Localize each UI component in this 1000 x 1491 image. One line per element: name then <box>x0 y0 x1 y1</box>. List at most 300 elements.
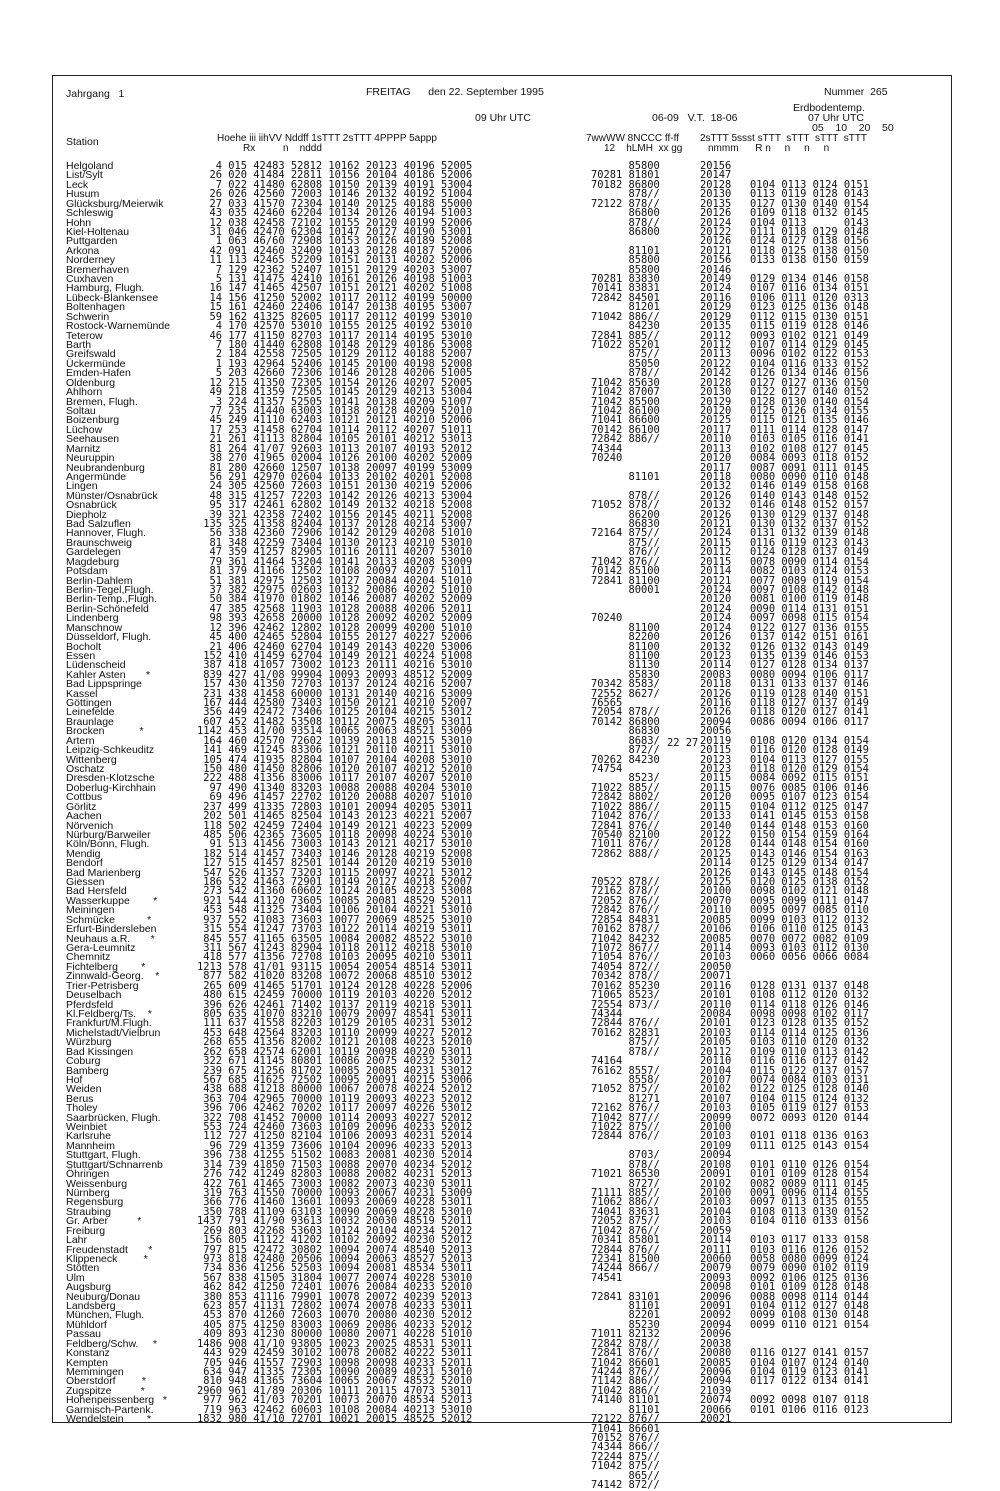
soil-temp-row: 20126 0109 0118 0132 0145 <box>700 207 869 220</box>
station-name: Berlin-Temp.,Flugh. <box>66 593 158 606</box>
soil-temp-row: 20092 0099 0108 0130 0148 <box>700 1309 869 1322</box>
soil-temp-row: 20114 0082 0103 0124 0153 <box>700 565 869 578</box>
soil-temp-row: 20114 0125 0129 0134 0147 <box>700 857 869 870</box>
soil-temp-row: 20094 0086 0094 0106 0117 <box>700 715 869 728</box>
soil-temp-row: 20085 0099 0103 0112 0132 <box>700 913 869 926</box>
synop-row: 265 609 41465 51701 10124 20128 40228 52006 <box>197 979 473 992</box>
soil-temp-row: 20125 0143 0146 0154 0163 <box>700 847 869 860</box>
station-name: Bocholt <box>66 640 102 653</box>
weather-row: 70182 86800 <box>591 178 660 191</box>
weather-row: 70281 81801 <box>591 169 660 182</box>
synop-row: 239 675 41256 81702 10085 20085 40231 53012 <box>197 1064 473 1077</box>
time-07-label: 07 Uhr UTC <box>808 112 865 124</box>
soil-temp-row: 20060 0058 0080 0099 0124 <box>700 1252 869 1265</box>
synop-row: 705 946 41557 72903 10098 20098 40233 52011 <box>197 1356 473 1369</box>
station-name: Göttingen <box>66 697 112 710</box>
soil-temp-row: 20070 0095 0099 0111 0147 <box>700 894 869 907</box>
soil-temp-row: 20123 0104 0113 0127 0155 <box>700 753 869 766</box>
soil-temp-row: 20110 0116 0116 0127 0142 <box>700 1055 869 1068</box>
synop-row: 977 962 41/03 70201 10073 20070 48534 52013 <box>197 1394 473 1407</box>
column-codes-3b: nmmm R n n n n <box>708 143 830 154</box>
soil-temp-row: 20115 0076 0085 0106 0146 <box>700 781 869 794</box>
synop-row: 12 038 42458 72102 10155 20120 40199 52006 <box>197 216 473 229</box>
synop-row: 111 637 41558 82203 10129 20105 40231 53012 <box>197 1017 473 1030</box>
station-name: Hohenpeissenberg * <box>66 1394 167 1407</box>
station-name: Kiel-Holtenau <box>66 225 130 238</box>
soil-temp-row: 20126 0140 0143 0148 0152 <box>700 489 869 502</box>
synop-row: 135 325 41358 82404 10137 20128 40214 53007 <box>197 518 473 531</box>
soil-temp-row: 20114 0127 0128 0134 0137 <box>700 659 869 672</box>
soil-temp-row: 20126 0137 0142 0151 0161 <box>700 631 869 644</box>
station-name: Freiburg <box>66 1224 106 1237</box>
weather-row: 72054 878// <box>591 706 660 719</box>
soil-temp-row: 20118 0080 0090 0110 0148 <box>700 470 869 483</box>
soil-temp-row: 20114 0103 0117 0133 0158 <box>700 1234 869 1247</box>
weather-row: 76162 8557/ <box>591 1064 660 1077</box>
station-name: Karlsruhe <box>66 1130 111 1143</box>
station-name: Mühldorf <box>66 1318 107 1331</box>
weather-row: 74164 <box>591 1055 623 1068</box>
weather-row: 876// <box>591 546 660 559</box>
synop-row: 422 761 41465 73003 10082 20073 40230 53011 <box>197 1177 473 1190</box>
station-name: Feldberg/Schw. * <box>66 1337 158 1350</box>
weather-row: 70240 <box>591 612 623 625</box>
synop-row: 322 708 41452 70000 10114 20093 40227 52012 <box>197 1111 473 1124</box>
weather-row: 71022 885// <box>591 781 660 794</box>
weather-row: 70341 85801 <box>591 1234 660 1247</box>
column-codes-3: 2sTTT 5ssst sTTT sTTT sTTT sTTT <box>700 133 868 144</box>
station-name: Görlitz <box>66 800 97 813</box>
synop-row: 47 385 42568 11903 10128 20088 40206 52011 <box>197 602 473 615</box>
station-name: Potsdam <box>66 565 108 578</box>
weather-row: 72164 875// <box>591 527 660 540</box>
soil-temp-row: 20133 0141 0145 0153 0158 <box>700 810 869 823</box>
soil-temp-row: 20115 0084 0092 0115 0151 <box>700 772 869 785</box>
weather-row: 72122 878// <box>591 197 660 210</box>
weather-row: 81100 <box>591 640 660 653</box>
weather-row: 72162 878// <box>591 885 660 898</box>
synop-row: 45 400 42465 52804 10155 20127 40227 52006 <box>197 631 473 644</box>
temp-soil-column <box>700 162 869 1425</box>
synop-row: 182 514 41457 73403 10146 20128 40219 52008 <box>197 847 473 860</box>
station-name: Düsseldorf, Flugh. <box>66 631 152 644</box>
soil-temp-row: 20104 0108 0113 0130 0152 <box>700 1205 869 1218</box>
synop-row: 314 739 41850 71503 10088 20070 40234 52012 <box>197 1158 473 1171</box>
weather-row: 872// <box>591 744 660 757</box>
weather-row: 72842 84501 <box>591 291 660 304</box>
synop-row: 567 685 41625 72502 10095 20091 40215 53006 <box>197 1073 473 1086</box>
weather-row: 81101 <box>591 244 660 257</box>
weather-row: 86200 <box>591 508 660 521</box>
synop-row: 231 438 41458 60000 10131 20140 40216 53009 <box>197 687 473 700</box>
station-name: Neuhaus a.R. * <box>66 932 155 945</box>
station-name: Oberstdorf * <box>66 1375 146 1388</box>
weather-row: 74541 <box>591 1271 623 1284</box>
synop-row: 7 180 41440 62808 10148 20129 40186 53008 <box>197 339 473 352</box>
soil-temp-row: 20135 0115 0119 0128 0146 <box>700 320 869 333</box>
soil-temp-row: 20084 0098 0098 0102 0117 <box>700 1007 869 1020</box>
soil-temp-row: 21039 <box>700 1384 732 1397</box>
station-name: Lüdenscheid <box>66 659 126 672</box>
weather-row <box>591 859 660 868</box>
weather-row: 875// <box>591 1036 660 1049</box>
soil-temp-row: 20056 <box>700 725 732 738</box>
station-name: Lindenberg <box>66 612 119 625</box>
synop-row: 27 033 41570 72304 10140 20125 40188 55000 <box>197 197 473 210</box>
station-name: Husum <box>66 188 100 201</box>
station-name: Helgoland <box>66 160 114 172</box>
soil-temp-row: 20107 0104 0115 0124 0132 <box>700 1092 869 1105</box>
station-name: Berlin-Tegel,Flugh. <box>66 583 154 596</box>
station-name: Giessen <box>66 876 105 889</box>
station-name: Mannheim <box>66 1139 116 1152</box>
synop-row: 118 502 42459 72404 10149 20121 40223 52009 <box>197 819 473 832</box>
weather-row: 72244 875// <box>591 1450 660 1463</box>
synop-row: 37 382 42975 02603 10132 20086 40202 51010 <box>197 583 473 596</box>
synop-row: 39 321 42358 72402 10156 20145 40211 52008 <box>197 508 473 521</box>
weather-row: 74754 <box>591 763 623 775</box>
synop-row: 719 963 42462 60603 10108 20084 40213 53010 <box>197 1403 473 1416</box>
weather-row: 72842 886// <box>591 433 660 446</box>
synop-row: 623 857 41131 72802 10074 20078 40233 53011 <box>197 1300 473 1313</box>
synop-row: 363 704 42965 70000 10119 20093 40223 52012 <box>197 1092 473 1105</box>
station-name: Manschnow <box>66 621 123 634</box>
soil-temp-row: 20115 0116 0120 0128 0149 <box>700 744 869 757</box>
soil-temp-row: 20140 0144 0148 0153 0160 <box>700 819 869 832</box>
soil-temp-row: 20120 0125 0126 0134 0155 <box>700 404 869 417</box>
soil-temp-row: 20117 0087 0091 0111 0145 <box>700 461 869 474</box>
synop-row: 98 393 42658 20000 10128 20092 40202 52009 <box>197 612 473 625</box>
synop-row: 16 147 41465 42507 10151 20121 40202 51008 <box>197 282 473 295</box>
weather-row: 71042 86601 <box>591 1356 660 1369</box>
column-codes-2: 7wwWW 8NCCC ff-ff <box>586 133 679 144</box>
station-name: Barth <box>66 339 92 352</box>
soil-temp-row: 20149 0129 0134 0146 0158 <box>700 273 869 286</box>
weather-row: 72122 876// <box>591 1413 660 1426</box>
soil-temp-row: 20071 <box>700 970 732 983</box>
soil-temp-label: Erdbodentemp. <box>793 102 865 114</box>
station-name: Pferdsfeld <box>66 998 114 1011</box>
synop-row: 311 567 41243 82904 10118 20112 40218 53010 <box>197 942 473 955</box>
weather-row: 71021 86530 <box>591 1168 660 1181</box>
synop-row: 152 410 41459 62704 10149 20121 40224 51008 <box>197 649 473 662</box>
station-name: Erfurt-Bindersleben <box>66 923 157 936</box>
soil-temp-row: 20107 0074 0084 0103 0131 <box>700 1073 869 1086</box>
synop-row: 24 305 42560 72603 10151 20130 40219 52006 <box>197 480 473 493</box>
weather-row: 85230 <box>591 1318 660 1331</box>
soil-temp-row: 20103 0104 0110 0133 0156 <box>700 1215 869 1228</box>
station-name: Berlin-Dahlem <box>66 574 133 587</box>
synop-row: 734 836 41256 52503 10094 20081 48534 53011 <box>197 1262 473 1275</box>
synop-row: 96 729 41359 73606 10104 20096 40233 52013 <box>197 1139 473 1152</box>
synop-row: 356 449 42472 73406 10125 20104 40215 53012 <box>197 706 473 719</box>
weather-row: 70522 878// <box>591 876 660 889</box>
station-name: Lahr <box>66 1234 88 1247</box>
synop-row: 1437 791 41/90 93613 10032 20030 48519 52011 <box>197 1215 473 1228</box>
weather-row: 86800 <box>591 207 660 220</box>
weather-row: 70142 86100 <box>591 423 660 436</box>
synop-row: 26 026 42560 72003 10146 20132 40192 51004 <box>197 188 473 201</box>
synop-row: 77 235 41440 63003 10138 20128 40209 52010 <box>197 404 473 417</box>
station-name: Wittenberg <box>66 753 117 766</box>
weather-row: 71042 87007 <box>591 386 660 399</box>
soil-temp-row: 20147 <box>700 169 732 182</box>
synop-row: 21 406 42460 62704 10149 20143 40220 53006 <box>197 640 473 653</box>
synop-row: 48 315 41257 72203 10142 20126 40213 53004 <box>197 489 473 502</box>
synop-row: 5 203 42660 72306 10146 20128 40206 51005 <box>197 367 473 380</box>
synop-row: 409 893 41230 80000 10080 20071 40228 51010 <box>197 1328 473 1341</box>
weather-row <box>591 595 660 604</box>
station-name: Frankfurt/M.Flugh. <box>66 1017 152 1030</box>
station-name: Soltau <box>66 404 96 417</box>
synop-row: 1213 578 41/01 93115 10054 20054 48514 53011 <box>197 960 473 973</box>
soil-temp-row: 20156 0133 0138 0150 0159 <box>700 254 869 267</box>
synop-row: 480 615 42459 70000 10119 20103 40220 52012 <box>197 989 473 1002</box>
weather-row: 70142 86800 <box>591 715 660 728</box>
station-name: Oldenburg <box>66 376 116 389</box>
synop-row: 845 557 41165 63505 10084 20082 48522 53010 <box>197 932 473 945</box>
station-name: Nörvenich <box>66 819 114 832</box>
synop-row: 1 193 42964 52406 10145 20100 40198 52008 <box>197 357 473 370</box>
weather-row: 878// <box>591 1045 660 1058</box>
weather-row: 71142 886// <box>591 1375 660 1388</box>
station-name: Magdeburg <box>66 555 120 568</box>
synop-row: 396 706 42462 70202 10117 20097 40226 53012 <box>197 1102 473 1115</box>
weather-row: 70281 83830 <box>591 273 660 286</box>
soil-temp-row: 20121 0077 0089 0119 0154 <box>700 574 869 587</box>
synop-row: 547 526 41357 73203 10115 20097 40221 53012 <box>197 866 473 879</box>
synop-row: 12 396 42462 12802 10128 20099 40200 51010 <box>197 621 473 634</box>
soil-temp-row: 20091 0101 0109 0128 0154 <box>700 1168 869 1181</box>
soil-temp-row: 20103 0114 0114 0125 0136 <box>700 1026 869 1039</box>
weather-row: 72552 8627/ <box>591 687 660 700</box>
station-name: Angermünde <box>66 470 127 483</box>
synop-row: 921 544 41120 73605 10085 20081 48529 52011 <box>197 894 473 907</box>
soil-temp-row: 20096 0104 0119 0123 0141 <box>700 1366 869 1378</box>
station-name: Artern <box>66 734 95 747</box>
synop-row: 150 480 41450 82806 10120 20107 40212 52010 <box>197 763 473 775</box>
synop-row: 45 249 41110 62403 10121 20121 40210 52006 <box>197 414 473 427</box>
soil-temp-row: 20132 0126 0132 0143 0149 <box>700 640 869 653</box>
station-name: Weiden <box>66 1083 102 1096</box>
weather-row: 70342 878// <box>591 970 660 983</box>
weather-row: 865// <box>591 1469 660 1482</box>
soil-temp-row: 20142 0126 0134 0146 0156 <box>700 367 869 380</box>
soil-temp-row: 20115 0104 0112 0125 0147 <box>700 800 869 813</box>
weather-row: 86800 <box>591 225 660 238</box>
soil-temp-row: 20135 0127 0130 0140 0154 <box>700 197 869 210</box>
station-name: Lingen <box>66 480 98 493</box>
station-name: Chemnitz <box>66 951 111 964</box>
weather-row: 71065 8523/ <box>591 989 660 1002</box>
synop-row: 81 379 41166 12502 10108 20097 40207 51011 <box>197 565 473 578</box>
synop-row: 453 870 41260 72603 10070 20080 40230 52012 <box>197 1309 473 1322</box>
weather-row: 72341 81500 <box>591 1252 660 1265</box>
time-0609-label: 06-09 V.T. 18-06 <box>652 112 738 124</box>
weather-row: 8523/ <box>591 772 660 785</box>
soil-temp-row: 20099 0072 0093 0120 0144 <box>700 1111 869 1124</box>
weather-row: 875// <box>591 348 660 361</box>
weather-row: 70141 83831 <box>591 282 660 295</box>
weather-row: 74140 81101 <box>591 1394 660 1407</box>
station-name: Brocken * <box>66 725 144 738</box>
weather-row: 86830 <box>591 518 660 531</box>
soil-temp-row: 20123 0118 0120 0129 0154 <box>700 763 869 775</box>
station-name: Bad Marienberg <box>66 866 141 879</box>
soil-temp-row: 20125 0120 0125 0138 0152 <box>700 876 869 889</box>
synop-row: 268 655 41356 82002 10121 20108 40223 52010 <box>197 1036 473 1049</box>
station-name: Boizenburg <box>66 414 120 427</box>
weather-row: 72841 885// <box>591 329 660 342</box>
soil-temp-row: 20110 0103 0105 0116 0141 <box>700 433 869 446</box>
station-name: Marnitz <box>66 442 101 455</box>
soil-temp-row: 20116 0128 0131 0137 0148 <box>700 979 869 992</box>
synop-row: 156 805 41122 41202 10102 20092 40230 52012 <box>197 1234 473 1247</box>
weather-row: 81101 <box>591 470 660 483</box>
synop-row: 95 317 42461 62802 10149 20132 40218 52008 <box>197 499 473 512</box>
station-name: Rostock-Warnemünde <box>66 320 171 333</box>
synop-row: 567 838 41505 31804 10077 20074 40228 53010 <box>197 1271 473 1284</box>
station-name: Puttgarden <box>66 235 118 248</box>
soil-temp-row: 20129 0123 0125 0136 0148 <box>700 301 869 314</box>
synop-row: 453 548 41325 73404 10106 20104 40221 53010 <box>197 904 473 917</box>
station-name: Landsberg <box>66 1300 116 1313</box>
station-name: Schleswig <box>66 207 114 220</box>
weather-row: 81201 <box>591 301 660 314</box>
weather-row: 81101 <box>591 1403 660 1416</box>
station-name: Michelstadt/Vielbrun <box>66 1026 161 1039</box>
station-name: Braunschweig <box>66 536 132 549</box>
station-name: Münster/Osnabrück <box>66 489 158 502</box>
weather-row: 74344 <box>591 442 623 455</box>
station-name: Essen <box>66 649 96 662</box>
synop-row: 38 270 41965 02004 10126 20100 40202 52009 <box>197 452 473 465</box>
weather-row: 72854 84831 <box>591 913 660 926</box>
weather-row: 72862 888// <box>591 847 660 860</box>
synop-row: 276 742 41249 82803 10088 20082 40231 52013 <box>197 1168 473 1181</box>
weather-row: 81100 <box>591 621 660 634</box>
soil-temp-row: 20128 0127 0127 0136 0150 <box>700 376 869 389</box>
station-name: Berus <box>66 1092 94 1105</box>
weather-row: 85800 <box>591 263 660 276</box>
station-name: Gardelegen <box>66 546 121 559</box>
weather-row: 74142 872// <box>591 1479 660 1491</box>
soil-temp-row: 20129 0112 0115 0130 0151 <box>700 310 869 323</box>
synop-row: 4 015 42483 52812 10162 20123 40196 52005 <box>197 160 473 172</box>
soil-temp-row: 20126 0118 0120 0127 0141 <box>700 706 869 719</box>
station-name: Seehausen <box>66 433 120 446</box>
station-name: Coburg <box>66 1055 101 1068</box>
station-name: München, Flugh. <box>66 1309 145 1322</box>
synop-row: 112 727 41250 82104 10106 20093 40231 52014 <box>197 1130 473 1143</box>
station-name: Ahlhorn <box>66 386 103 399</box>
synop-row: 262 658 42574 62001 10119 20098 40220 53011 <box>197 1045 473 1058</box>
column-codes-1b: Rx n nddd <box>243 143 322 154</box>
weather-row: 85800 <box>591 160 660 172</box>
synop-row: 418 577 41356 72708 10103 20095 40210 53011 <box>197 951 473 964</box>
station-name: Würzburg <box>66 1036 112 1049</box>
weather-row: 72841 876// <box>591 819 660 832</box>
station-name: Doberlug-Kirchhain <box>66 781 156 794</box>
weather-row: 74244 866// <box>591 1262 660 1275</box>
soil-temp-row: 20079 0079 0090 0102 0119 <box>700 1262 869 1275</box>
weather-row: 81100 <box>591 649 660 662</box>
soil-temp-row: 20103 0101 0118 0136 0163 <box>700 1130 869 1143</box>
soil-temp-row: 20111 0103 0116 0126 0152 <box>700 1243 869 1256</box>
weather-row: 70262 84230 <box>591 753 660 766</box>
synop-row: 438 688 41218 80000 10067 20078 40224 52012 <box>197 1083 473 1096</box>
synop-row: 396 626 42461 71402 10137 20119 40218 53011 <box>197 998 473 1011</box>
weather-row: 71042 877// <box>591 1111 660 1124</box>
station-name: Tholey <box>66 1102 98 1115</box>
synop-row: 43 035 42460 62204 10134 20126 40194 51003 <box>197 207 473 220</box>
soil-temp-row: 20096 <box>700 1328 732 1341</box>
weather-row: 84230 <box>591 320 660 333</box>
soil-temp-row: 20103 0097 0113 0135 0155 <box>700 1196 869 1209</box>
soil-temp-row: 20124 0097 0108 0142 0148 <box>700 583 869 596</box>
soil-temp-row: 20110 0095 0097 0085 0110 <box>700 904 869 917</box>
station-name: Stuttgart/Schnarrenb <box>66 1158 163 1171</box>
station-name: Kassel <box>66 687 98 700</box>
soil-temp-row: 20093 0092 0106 0125 0136 <box>700 1271 869 1284</box>
soil-temp-row: 20120 0084 0093 0118 0152 <box>700 452 869 465</box>
synop-row: 1832 980 41/10 72701 10021 20015 48525 52012 <box>197 1413 473 1426</box>
synop-row: 56 291 42970 02604 10133 20102 40201 52008 <box>197 470 473 483</box>
station-name: Zugspitze * <box>66 1384 145 1397</box>
synop-row: 607 452 41482 53508 10112 20075 40205 53011 <box>197 715 473 728</box>
station-name: Norderney <box>66 254 116 267</box>
station-name: Deuselbach <box>66 989 122 1002</box>
station-name: Cuxhaven <box>66 273 114 286</box>
soil-temp-row: 20050 <box>700 960 732 973</box>
synop-row: 485 506 42365 73605 10118 20098 40224 53010 <box>197 828 473 841</box>
soil-temp-row: 20094 0117 0122 0134 0141 <box>700 1375 869 1388</box>
synop-row: 1 063 46/60 72908 10153 20126 40189 52008 <box>197 235 473 248</box>
synop-row: 164 460 42570 72602 10139 20118 40215 53010 <box>197 734 473 747</box>
weather-row: 8683/ <box>591 734 660 747</box>
synop-row: 81 264 41/07 92603 10113 20107 40193 52012 <box>197 442 473 455</box>
soil-temp-row: 20122 0104 0116 0133 0152 <box>700 357 869 370</box>
synop-row: 322 671 41145 80801 10086 20075 40232 53012 <box>197 1055 473 1068</box>
soil-temp-row: 20129 0128 0130 0140 0154 <box>700 395 869 408</box>
weather-row: 875// <box>591 536 660 549</box>
weather-row: 74244 876// <box>591 1366 660 1378</box>
soil-temp-row: 20100 0098 0102 0121 0148 <box>700 885 869 898</box>
station-name: Memmingen <box>66 1366 124 1378</box>
weather-row: 82200 <box>591 631 660 644</box>
station-name: Passau <box>66 1328 102 1341</box>
soil-temp-row: 20123 0135 0139 0146 0153 <box>700 649 869 662</box>
soil-temp-row: 20124 0097 0098 0115 0154 <box>700 612 869 625</box>
weather-row: 72842 876// <box>591 904 660 917</box>
weather-row: 81130 <box>591 659 660 672</box>
soil-temp-row: 20121 0118 0125 0138 0150 <box>700 244 869 257</box>
station-name: Kahler Asten * <box>66 668 151 681</box>
station-name: Oschatz <box>66 763 105 775</box>
station-name: Boltenhagen <box>66 301 125 314</box>
soil-temp-row: 20100 <box>700 1121 732 1134</box>
station-name: Stötten <box>66 1262 100 1275</box>
synop-row: 2 184 42558 72505 10129 20112 40188 52007 <box>197 348 473 361</box>
synop-row: 79 361 41464 53204 10141 20133 40208 53009 <box>197 555 473 568</box>
station-name: Klippeneck * <box>66 1252 148 1265</box>
station-name: Schwerin <box>66 310 110 323</box>
soil-temp-row: 20146 <box>700 263 732 276</box>
soil-temp-row: 20124 0122 0127 0136 0155 <box>700 621 869 634</box>
soil-temp-row: 20098 0101 0109 0128 0148 <box>700 1281 869 1294</box>
station-name: Braunlage <box>66 715 114 728</box>
soil-temp-row: 20130 0122 0127 0140 0152 <box>700 386 869 399</box>
